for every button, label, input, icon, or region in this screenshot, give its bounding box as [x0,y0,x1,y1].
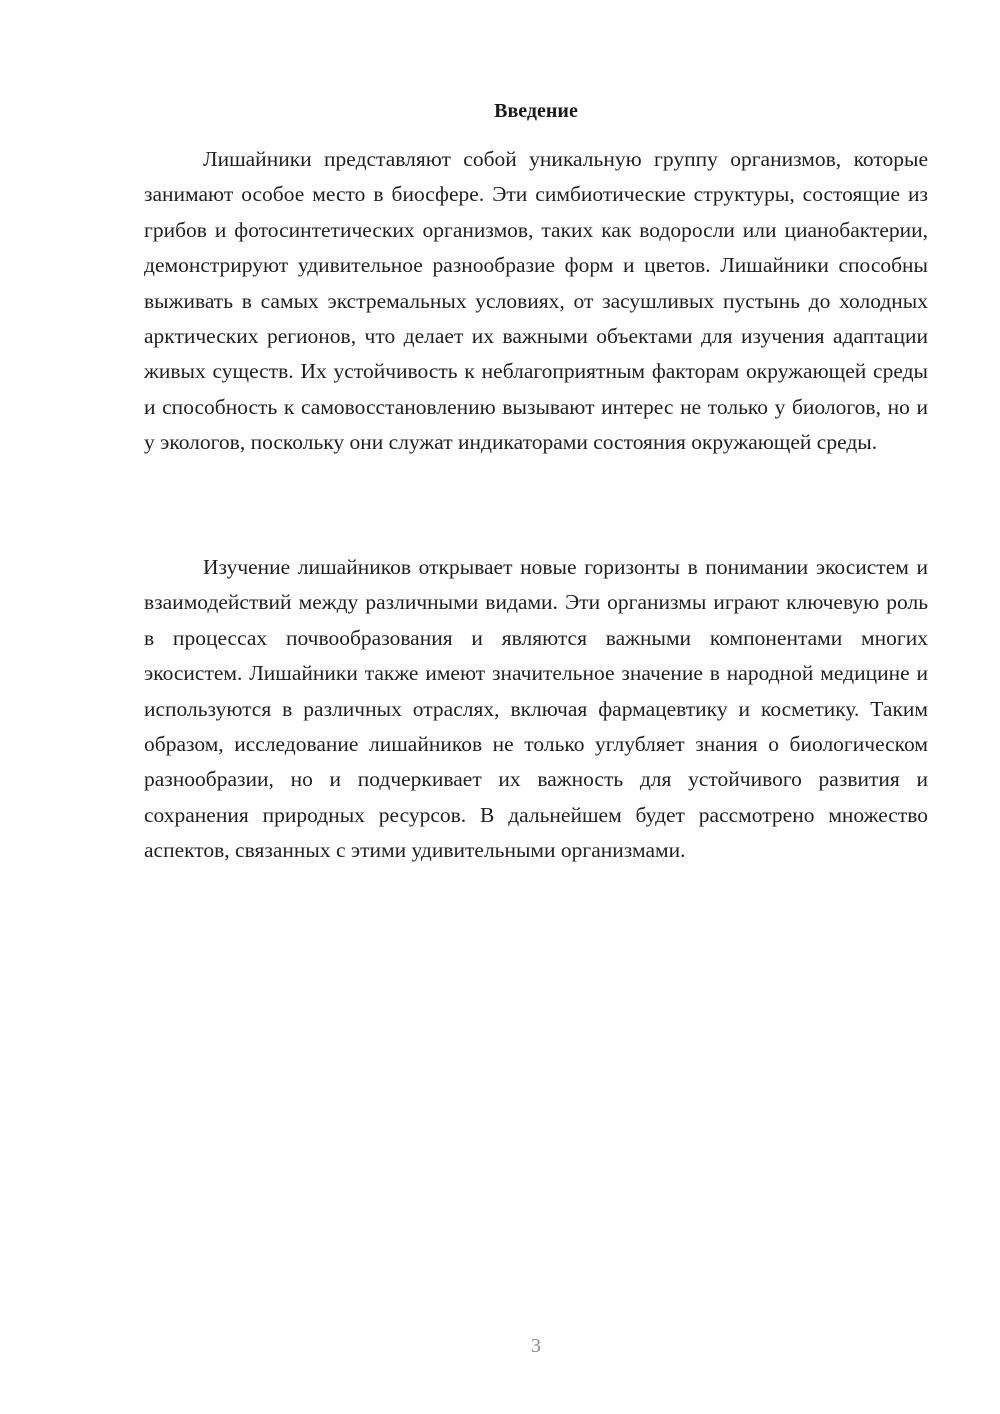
paragraph-2: Изучение лишайников открывает новые горизонты в понимании экосистем и взаимодействий между различными видами. Эти организмы играют ключевую роль в процессах почвообразования и являются важными компонентами многих экосистем. Лишайники также имеют значительное значение в народной медицине и используются в различных отраслях, включая фармацевтику и косметику. Таким образом, исследование лишайников не только углубляет знания о биологическом разнообразии, но и подчеркивает их важность для устойчивого развития и сохранения природных ресурсов. В дальнейшем будет рассмотрено множество аспектов, связанных с этими удивительными организмами. [144,555,928,863]
section-heading: Введение [494,100,578,122]
page-number: 3 [531,1335,541,1357]
paragraph-1: Лишайники представляют собой уникальную группу организмов, которые занимают особое место в биосфере. Эти симбиотические структуры, состоящие из грибов и фотосинтетических организмов, таких как водоросли или цианобактерии, демонстрируют удивительное разнообразие форм и цветов. Лишайники способны выживать в самых экстремальных условиях, от засушливых пустынь до холодных арктических регионов, что делает их важными объектами для изучения адаптации живых существ. Их устойчивость к неблагоприятным факторам окружающей среды и способность к самовосстановлению вызывают интерес не только у биологов, но и у экологов, поскольку они служат индикаторами состояния окружающей среды. [144,147,928,455]
